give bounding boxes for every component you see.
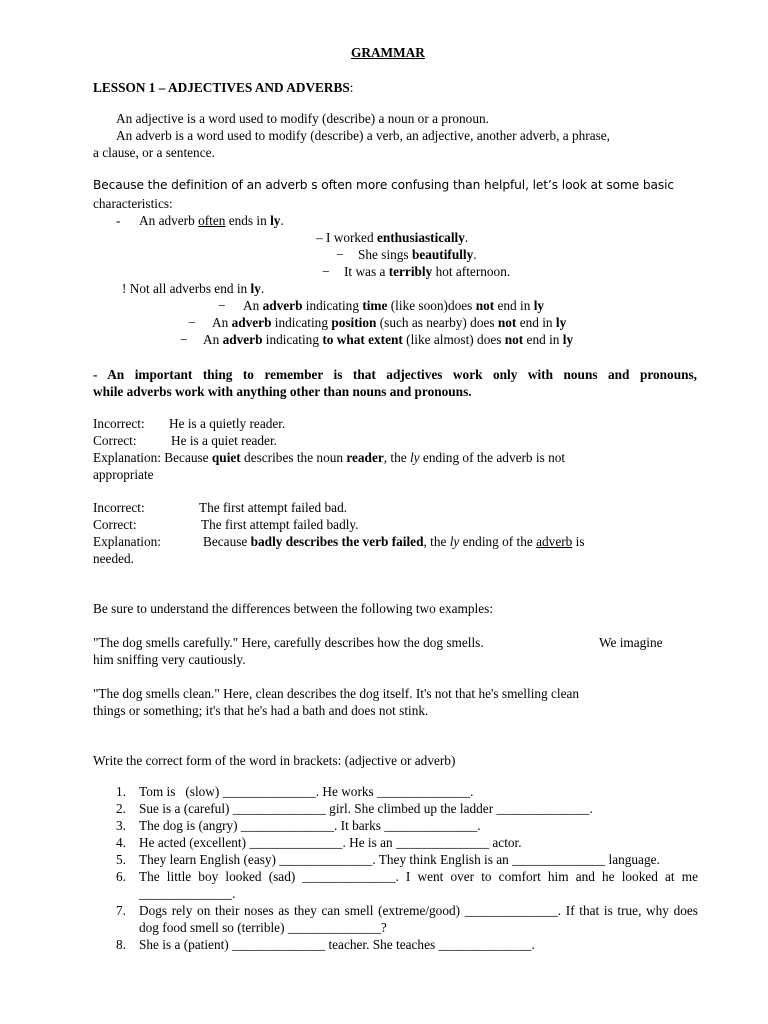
exercise-list bbox=[116, 783, 698, 953]
exercise-number: 6. bbox=[116, 869, 126, 884]
extent-dash: − bbox=[180, 332, 188, 347]
example-beautifully-dash: − bbox=[336, 247, 344, 262]
exercise-text: Sue is a (careful) ______________ girl. She climbed up the ladder ______________. bbox=[139, 801, 593, 816]
dog-carefully-line2: him sniffing very cautiously. bbox=[93, 652, 246, 667]
exercise-item-1 bbox=[116, 783, 698, 800]
pair1-explanation-line1: Explanation: Because quiet describes the noun reader, the ly ending of the adverb is not bbox=[93, 450, 566, 465]
time-dash: − bbox=[218, 298, 226, 313]
exercise-number: 8. bbox=[116, 937, 126, 952]
characteristics-intro-line1: Because the definition of an adverb s often more confusing than helpful, let’s look at some basic bbox=[93, 178, 675, 192]
exercise-text: Tom is (slow) ______________. He works ______________. bbox=[139, 784, 474, 799]
pair2-incorrect-sentence: The first attempt failed bad. bbox=[199, 500, 348, 515]
exercise-item-8 bbox=[116, 936, 698, 953]
exercise-text: The dog is (angry) ______________. It barks ______________. bbox=[139, 818, 481, 833]
char-dash: - bbox=[116, 213, 121, 228]
example-beautifully: She sings beautifully. bbox=[358, 247, 477, 262]
exercise-text: Dogs rely on their noses as they can smell (extreme/good) ______________. If that is true, why does dog food smell so (terrible) ______________? bbox=[139, 903, 698, 935]
exercise-item-5 bbox=[116, 851, 698, 868]
exercise-number: 4. bbox=[116, 835, 126, 850]
dog-carefully-line1-tail: We imagine bbox=[599, 635, 663, 650]
exercise-item-6 bbox=[116, 868, 698, 902]
pair2-correct-label: Correct: bbox=[93, 517, 137, 532]
pair1-incorrect-sentence: He is a quietly reader. bbox=[169, 416, 286, 431]
important-note-line2: while adverbs work with anything other than nouns and pronouns. bbox=[93, 384, 472, 399]
pair2-explanation-line2: needed. bbox=[93, 551, 134, 566]
exercise-item-2 bbox=[116, 800, 698, 817]
dog-clean-line1: "The dog smells clean." Here, clean describes the dog itself. It's not that he's smelling clean bbox=[93, 686, 580, 701]
pair2-correct-sentence: The first attempt failed badly. bbox=[201, 517, 359, 532]
dog-clean-line2: things or something; it's that he's had a bath and does not stink. bbox=[93, 703, 429, 718]
characteristic-often-ly: An adverb often ends in ly. bbox=[139, 213, 284, 228]
pair2-incorrect-label: Incorrect: bbox=[93, 500, 145, 515]
exercise-number: 5. bbox=[116, 852, 126, 867]
pair1-correct-label: Correct: bbox=[93, 433, 137, 448]
adjective-definition: An adjective is a word used to modify (describe) a noun or a pronoun. bbox=[116, 111, 489, 126]
exercise-item-3 bbox=[116, 817, 698, 834]
example-terribly-dash: − bbox=[322, 264, 330, 279]
be-sure-instruction: Be sure to understand the differences between the following two examples: bbox=[93, 601, 494, 616]
adverb-definition-line1: An adverb is a word used to modify (describe) a verb, an adjective, another adverb, a phrase, bbox=[116, 128, 611, 143]
adverb-time-rule: An adverb indicating time (like soon)does not end in ly bbox=[243, 298, 545, 313]
pair1-correct-sentence: He is a quiet reader. bbox=[171, 433, 277, 448]
position-dash: − bbox=[188, 315, 196, 330]
dog-carefully-line1: "The dog smells carefully." Here, carefully describes how the dog smells. bbox=[93, 635, 484, 650]
example-enthusiastically: – I worked enthusiastically. bbox=[316, 230, 469, 245]
exercise-item-4 bbox=[116, 834, 698, 851]
exercise-item-7 bbox=[116, 902, 698, 936]
exercise-number: 7. bbox=[116, 903, 126, 918]
adverb-position-rule: An adverb indicating position (such as nearby) does not end in ly bbox=[212, 315, 567, 330]
pair1-explanation-line2: appropriate bbox=[93, 467, 154, 482]
pair1-incorrect-label: Incorrect: bbox=[93, 416, 145, 431]
characteristics-intro-line2: characteristics: bbox=[93, 196, 173, 211]
exercise-instruction: Write the correct form of the word in brackets: (adjective or adverb) bbox=[93, 753, 456, 768]
pair2-explanation-line1: Because badly describes the verb failed, the ly ending of the adverb is bbox=[203, 534, 585, 549]
pair2-explanation-label: Explanation: bbox=[93, 534, 161, 549]
exercise-text: She is a (patient) ______________ teacher. She teaches ______________. bbox=[139, 937, 535, 952]
lesson-heading: LESSON 1 – ADJECTIVES AND ADVERBS: bbox=[93, 80, 354, 95]
exercise-number: 3. bbox=[116, 818, 126, 833]
example-terribly: It was a terribly hot afternoon. bbox=[344, 264, 511, 279]
exercise-number: 2. bbox=[116, 801, 126, 816]
exercise-number: 1. bbox=[116, 784, 126, 799]
adverb-extent-rule: An adverb indicating to what extent (like almost) does not end in ly bbox=[203, 332, 574, 347]
exercise-text: The little boy looked (sad) ______________. I went over to comfort him and he looked at me ______________. bbox=[139, 869, 698, 901]
exercise-text: They learn English (easy) ______________. They think English is an ______________ language. bbox=[139, 852, 660, 867]
not-all-adverbs-note: ! Not all adverbs end in ly. bbox=[122, 281, 265, 296]
important-note-line1: - An important thing to remember is that adjectives work only with nouns and pronouns, bbox=[93, 367, 697, 382]
exercise-text: He acted (excellent) ______________. He is an ______________ actor. bbox=[139, 835, 522, 850]
page-title: GRAMMAR bbox=[351, 45, 425, 60]
adverb-definition-line2: a clause, or a sentence. bbox=[93, 145, 215, 160]
